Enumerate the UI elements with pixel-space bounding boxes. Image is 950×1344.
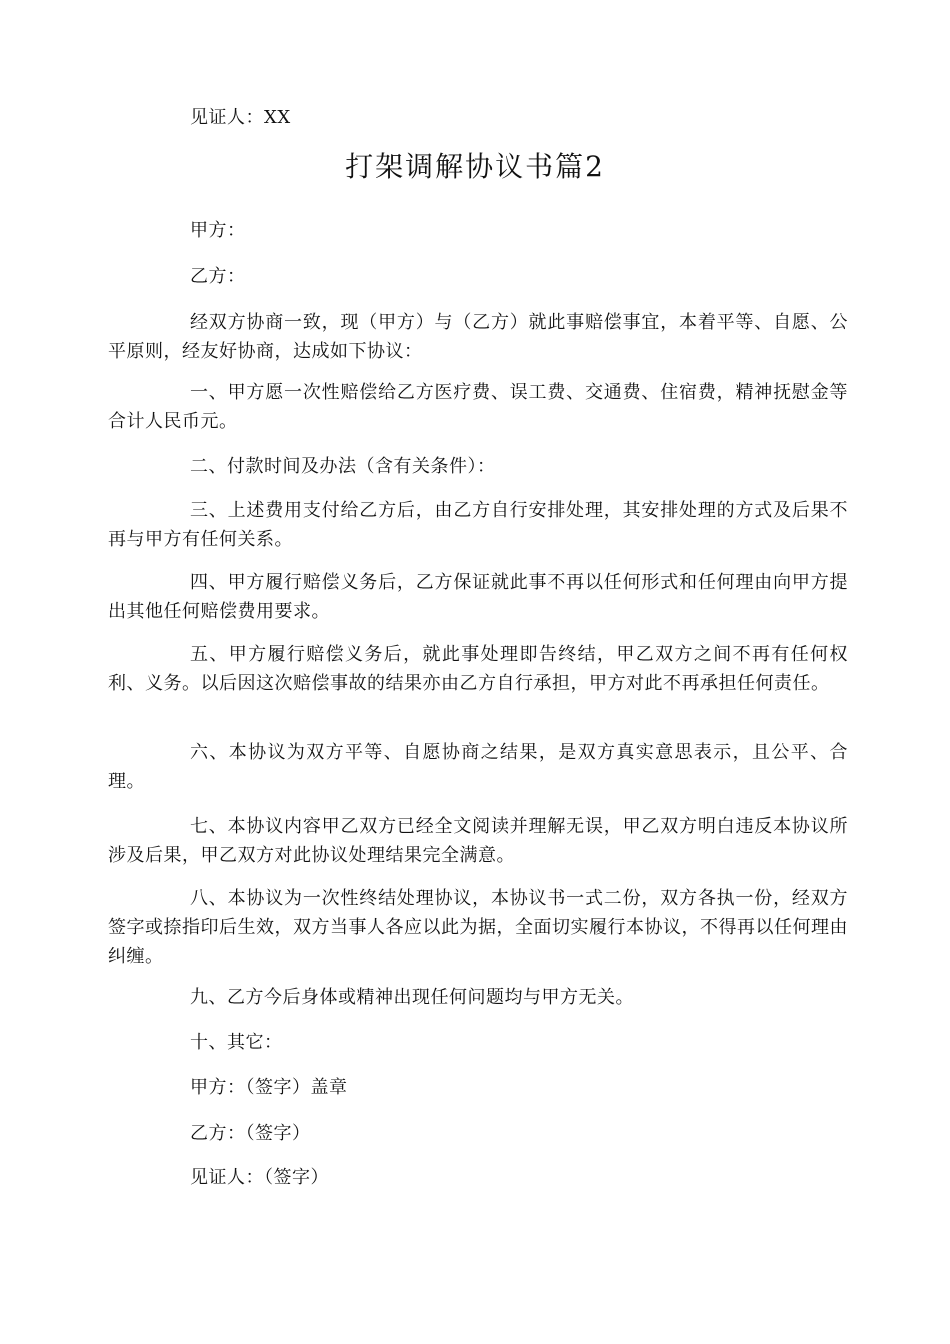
- clause-2: 二、付款时间及办法（含有关条件）：: [190, 456, 496, 477]
- witness-top-line: 见证人：XX: [190, 107, 291, 128]
- party-a-label: 甲方：: [190, 220, 246, 241]
- clause-7: 七、本协议内容甲乙双方已经全文阅读并理解无误，甲乙双方明白违反本协议所涉及后果，甲乙双方对此协议处理结果完全满意。: [108, 816, 848, 866]
- clause-9: 九、乙方今后身体或精神出现任何问题均与甲方无关。: [190, 987, 634, 1008]
- clause-4: 四、甲方履行赔偿义务后，乙方保证就此事不再以任何形式和任何理由向甲方提出其他任何赔偿费用要求。: [108, 572, 848, 622]
- document-title: 打架调解协议书篇2: [345, 150, 605, 183]
- signature-party-b: 乙方：（签字）: [190, 1123, 311, 1144]
- clause-8: 八、本协议为一次性终结处理协议，本协议书一式二份，双方各执一份，经双方签字或捺指印后生效，双方当事人各应以此为据，全面切实履行本协议，不得再以任何理由纠缠。: [108, 888, 848, 967]
- intro-paragraph: 经双方协商一致，现（甲方）与（乙方）就此事赔偿事宜，本着平等、自愿、公平原则，经友好协商，达成如下协议：: [108, 312, 848, 362]
- clause-10: 十、其它：: [190, 1032, 283, 1053]
- clause-1: 一、甲方愿一次性赔偿给乙方医疗费、误工费、交通费、住宿费，精神抚慰金等合计人民币元。: [108, 382, 848, 432]
- clause-3: 三、上述费用支付给乙方后，由乙方自行安排处理，其安排处理的方式及后果不再与甲方有任何关系。: [108, 500, 848, 550]
- party-b-label: 乙方：: [190, 266, 246, 287]
- signature-party-a: 甲方：（签字）盖章: [190, 1077, 348, 1098]
- signature-witness: 见证人：（签字）: [190, 1167, 329, 1188]
- clause-6: 六、本协议为双方平等、自愿协商之结果，是双方真实意思表示，且公平、合理。: [108, 742, 848, 792]
- clause-5: 五、甲方履行赔偿义务后，就此事处理即告终结，甲乙双方之间不再有任何权利、义务。以后因这次赔偿事故的结果亦由乙方自行承担，甲方对此不再承担任何责任。: [108, 644, 848, 694]
